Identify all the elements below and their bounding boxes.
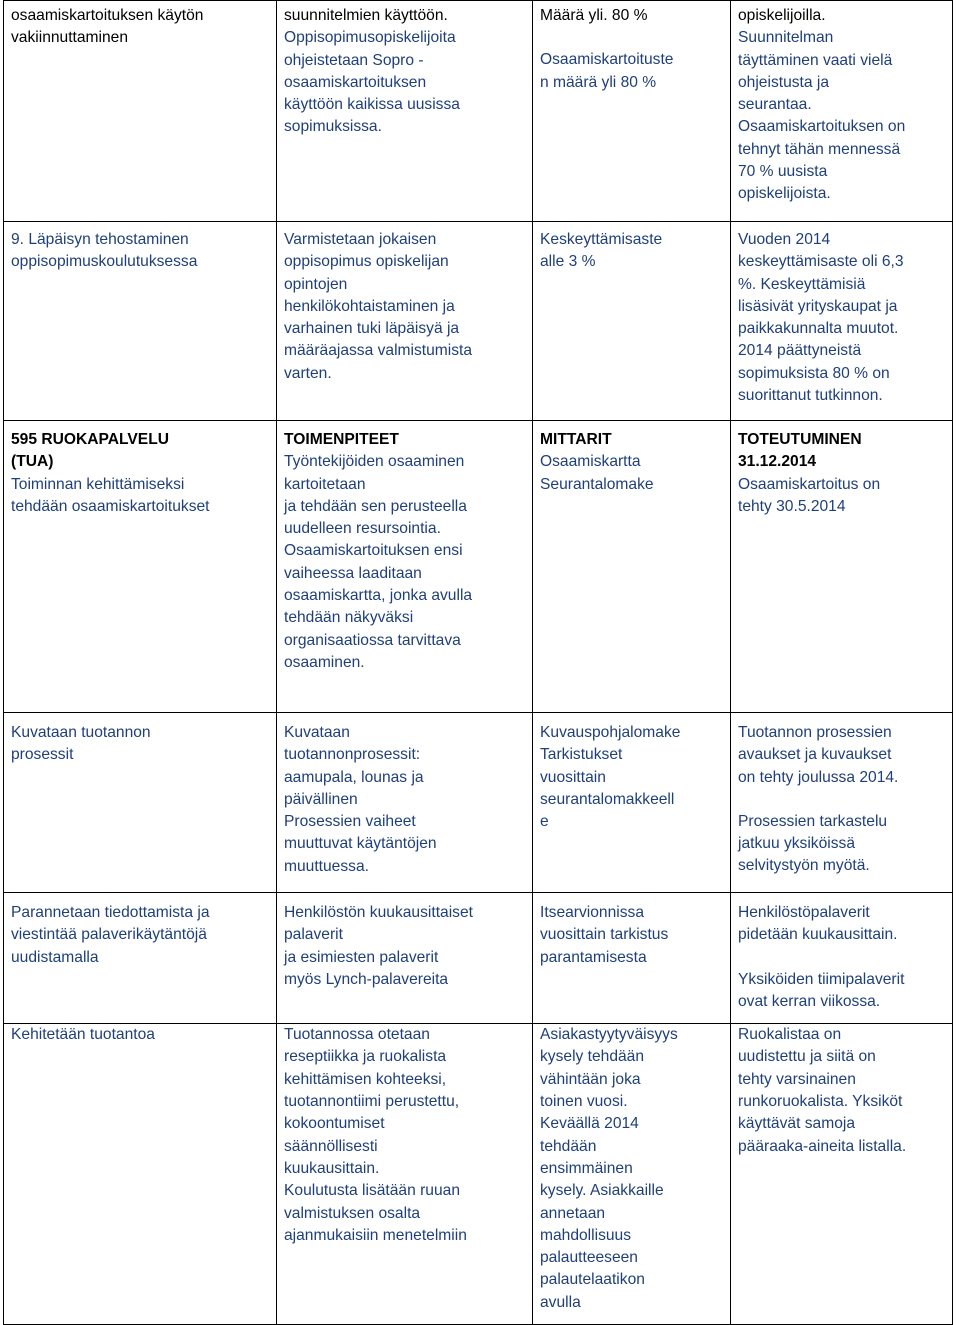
cell-text-line: opintojen — [284, 275, 348, 293]
cell-text-line: Tuotannossa otetaan — [284, 1026, 430, 1044]
cell-text-line: Henkilöstön kuukausittaiset — [284, 904, 473, 921]
cell-text-line: vuosittain tarkistus — [540, 926, 669, 944]
cell-text-line: Ruokalistaa on — [738, 1026, 842, 1044]
metric-cell — [533, 1024, 731, 1325]
cell-text-line: Osaamiskartoituste — [540, 51, 674, 69]
cell-text-line: Tarkistukset — [540, 746, 623, 764]
cell-text-line: vakiinnuttaminen — [11, 29, 129, 47]
cell-text-line: ja tehdään sen perusteella — [284, 497, 467, 515]
cell-text-line: prosessit — [11, 746, 74, 764]
cell-text-line: Kuvauspohjalomake — [540, 724, 681, 741]
cell-text-line: jatkuu yksiköissä — [738, 835, 855, 853]
cell-text-line: henkilökohtaistaminen ja — [284, 297, 455, 315]
metric-cell — [533, 222, 731, 421]
cell-text-line: Yksiköiden tiimipalaverit — [738, 970, 905, 988]
cell-text-line: ensimmäinen — [540, 1159, 633, 1177]
cell-text-line: alle 3 % — [540, 253, 596, 271]
action-cell — [277, 421, 533, 713]
cell-text-line: tuotannonprosessit: — [284, 746, 421, 764]
action-cell — [277, 1, 533, 222]
result-cell — [731, 893, 953, 1024]
cell-text-line: viestintää palaverikäytäntöjä — [11, 926, 207, 944]
cell-text-line: seurantalomakkeell — [540, 790, 675, 808]
cell-heading: MITTARIT — [540, 431, 612, 448]
cell-text-line: 2014 päättyneistä — [738, 342, 862, 360]
cell-text-line: suunnitelmien käyttöön. — [284, 7, 448, 24]
cell-text-line: tehdään näkyväksi — [284, 609, 414, 627]
cell-text-line: muuttuvat käytäntöjen — [284, 835, 437, 853]
cell-heading: TOTEUTUMINEN — [738, 431, 862, 448]
cell-text-line: uudelleen resursointia. — [284, 520, 441, 538]
cell-text-line: osaamiskartta, jonka avulla — [284, 587, 473, 605]
cell-text-line: tehty 30.5.2014 — [738, 497, 846, 515]
cell-text-line: Kehitetään tuotantoa — [11, 1026, 155, 1044]
cell-text-line: Kuvataan — [284, 724, 350, 741]
cell-text-line: täyttäminen vaati vielä — [738, 51, 893, 69]
cell-text-line: avulla — [540, 1293, 581, 1311]
cell-text-line: ovat kerran viikossa. — [738, 992, 881, 1010]
cell-text-line: tuotannontiimi perustettu, — [284, 1093, 460, 1111]
cell-text-line: e — [540, 813, 549, 831]
cell-text-line: pääraaka-aineita listalla. — [738, 1137, 907, 1155]
cell-text-line: Itsearvionnissa — [540, 904, 645, 921]
cell-text-line: pidetään kuukausittain. — [738, 926, 898, 944]
cell-text-line: Määrä yli. 80 % — [540, 7, 648, 24]
result-cell — [731, 421, 953, 713]
cell-text-line: keskeyttämisaste oli 6,3 — [738, 253, 904, 271]
cell-text-line: paikkakunnalta muutot. — [738, 320, 899, 338]
cell-text-line: kokoontumiset — [284, 1115, 385, 1133]
cell-text-line: määräajassa valmistumista — [284, 342, 473, 360]
metric-cell — [533, 713, 731, 893]
goal-cell — [4, 1, 277, 222]
cell-text-line: käyttävät samoja — [738, 1115, 856, 1133]
cell-text-line: valmistuksen osalta — [284, 1204, 421, 1222]
metric-cell — [533, 893, 731, 1024]
cell-text-line: myös Lynch-palavereita — [284, 970, 449, 988]
metric-cell — [533, 421, 731, 713]
goal-cell — [4, 421, 277, 713]
cell-text-line: suorittanut tutkinnon. — [738, 387, 883, 405]
result-cell — [731, 1024, 953, 1325]
cell-text-line: lisäsivät yrityskaupat ja — [738, 297, 898, 315]
cell-text-line: runkoruokalista. Yksiköt — [738, 1093, 903, 1111]
cell-text-line: kysely. Asiakkaille — [540, 1182, 664, 1200]
cell-text-line: oppisopimus opiskelijan — [284, 253, 449, 271]
cell-heading: (TUA) — [11, 453, 54, 471]
cell-text-line: tehdään — [540, 1137, 597, 1155]
cell-text-line: uudistamalla — [11, 948, 99, 966]
cell-text-line: päivällinen — [284, 790, 358, 808]
cell-text-line: varten. — [284, 364, 332, 382]
cell-text-line: tehty varsinainen — [738, 1070, 856, 1088]
cell-text-line: Prosessien vaiheet — [284, 813, 416, 831]
plan-table-body — [4, 1, 953, 1325]
cell-text-line: Suunnitelman — [738, 29, 834, 47]
cell-text-line: Seurantalomake — [540, 475, 654, 493]
cell-text-line: ja esimiesten palaverit — [284, 948, 439, 966]
cell-heading: 595 RUOKAPALVELU — [11, 431, 169, 448]
cell-text-line: muuttuessa. — [284, 857, 369, 875]
cell-text-line: Vuoden 2014 — [738, 231, 831, 248]
cell-text-line: kartoitetaan — [284, 475, 366, 493]
cell-text-line: toinen vuosi. — [540, 1093, 628, 1111]
cell-heading: TOIMENPITEET — [284, 431, 399, 448]
table-row — [4, 893, 953, 1024]
table-row — [4, 222, 953, 421]
cell-text-line: ajanmukaisiin menetelmiin — [284, 1226, 467, 1244]
cell-text-line: organisaatiossa tarvittava — [284, 631, 461, 649]
cell-text-line: kysely tehdään — [540, 1048, 645, 1066]
table-row — [4, 421, 953, 713]
cell-text-line: osaamiskartoituksen käytön — [11, 7, 204, 24]
goal-cell — [4, 713, 277, 893]
metric-cell — [533, 1, 731, 222]
table-row — [4, 713, 953, 893]
cell-text-line: aamupala, lounas ja — [284, 768, 424, 786]
cell-text-line: Tuotannon prosessien — [738, 724, 892, 741]
cell-text-line: Parannetaan tiedottamista ja — [11, 904, 210, 921]
result-cell — [731, 713, 953, 893]
table-row — [4, 1, 953, 222]
cell-text-line: sopimuksissa. — [284, 118, 382, 136]
result-cell — [731, 1, 953, 222]
cell-text-line: avaukset ja kuvaukset — [738, 746, 892, 764]
cell-text-line: Varmistetaan jokaisen — [284, 231, 437, 248]
cell-text-line: Keskeyttämisaste — [540, 231, 663, 248]
cell-text-line: annetaan — [540, 1204, 606, 1222]
cell-text-line: käyttöön kaikissa uusissa — [284, 96, 460, 114]
cell-text-line: ohjeistusta ja — [738, 73, 830, 91]
cell-text-line: Koulutusta lisätään ruuan — [284, 1182, 460, 1200]
paragraph-gap — [540, 27, 724, 49]
cell-text-line: selvitystyön myötä. — [738, 857, 870, 875]
cell-text-line: vuosittain — [540, 768, 606, 786]
cell-text-line: oppisopimuskoulutuksessa — [11, 253, 198, 271]
paragraph-gap — [738, 789, 946, 811]
action-cell — [277, 893, 533, 1024]
goal-cell — [4, 222, 277, 421]
goal-cell — [4, 893, 277, 1024]
cell-text-line: kuukausittain. — [284, 1159, 380, 1177]
cell-text-line: osaamiskartoituksen — [284, 73, 427, 91]
table-row — [4, 1024, 953, 1325]
cell-text-line: Henkilöstöpalaverit — [738, 904, 870, 921]
goal-cell — [4, 1024, 277, 1325]
cell-text-line: 9. Läpäisyn tehostaminen — [11, 231, 189, 248]
cell-text-line: Osaamiskartta — [540, 453, 641, 471]
action-cell — [277, 1024, 533, 1325]
cell-text-line: ohjeistetaan Sopro - — [284, 51, 424, 69]
cell-text-line: vaiheessa laaditaan — [284, 564, 422, 582]
cell-text-line: Asiakastyytyväisyys — [540, 1026, 678, 1044]
cell-text-line: Osaamiskartoituksen ensi — [284, 542, 463, 560]
cell-text-line: palaverit — [284, 926, 343, 944]
cell-text-line: tehdään osaamiskartoitukset — [11, 497, 210, 515]
cell-text-line: mahdollisuus — [540, 1226, 632, 1244]
cell-text-line: vähintään joka — [540, 1070, 641, 1088]
cell-text-line: palautelaatikon — [540, 1271, 645, 1289]
cell-text-line: Osaamiskartoitus on — [738, 475, 881, 493]
cell-text-line: Prosessien tarkastelu — [738, 812, 888, 830]
cell-text-line: Kuvataan tuotannon — [11, 724, 151, 741]
cell-text-line: opiskelijoista. — [738, 185, 831, 203]
cell-text-line: 70 % uusista — [738, 163, 828, 181]
cell-text-line: Oppisopimusopiskelijoita — [284, 29, 456, 47]
cell-text-line: opiskelijoilla. — [738, 7, 826, 24]
result-cell — [731, 222, 953, 421]
cell-text-line: varhainen tuki läpäisyä ja — [284, 320, 460, 338]
cell-text-line: Toiminnan kehittämiseksi — [11, 475, 185, 493]
cell-text-line: reseptiikka ja ruokalista — [284, 1048, 447, 1066]
cell-text-line: tehnyt tähän mennessä — [738, 140, 901, 158]
plan-table — [3, 0, 953, 1325]
cell-text-line: sopimuksista 80 % on — [738, 364, 890, 382]
cell-text-line: uudistettu ja siitä on — [738, 1048, 876, 1066]
cell-text-line: seurantaa. — [738, 96, 812, 114]
action-cell — [277, 222, 533, 421]
cell-text-line: parantamisesta — [540, 948, 647, 966]
action-cell — [277, 713, 533, 893]
cell-text-line: Työntekijöiden osaaminen — [284, 453, 465, 471]
cell-text-line: palautteeseen — [540, 1249, 638, 1267]
cell-heading: 31.12.2014 — [738, 453, 817, 471]
cell-text-line: Osaamiskartoituksen on — [738, 118, 906, 136]
cell-text-line: %. Keskeyttämisiä — [738, 275, 866, 293]
cell-text-line: n määrä yli 80 % — [540, 73, 657, 91]
cell-text-line: on tehty joulussa 2014. — [738, 768, 899, 786]
cell-text-line: säännöllisesti — [284, 1137, 378, 1155]
paragraph-gap — [738, 947, 946, 969]
cell-text-line: Keväällä 2014 — [540, 1115, 639, 1133]
cell-text-line: osaaminen. — [284, 653, 365, 671]
cell-text-line: kehittämisen kohteeksi, — [284, 1070, 447, 1088]
